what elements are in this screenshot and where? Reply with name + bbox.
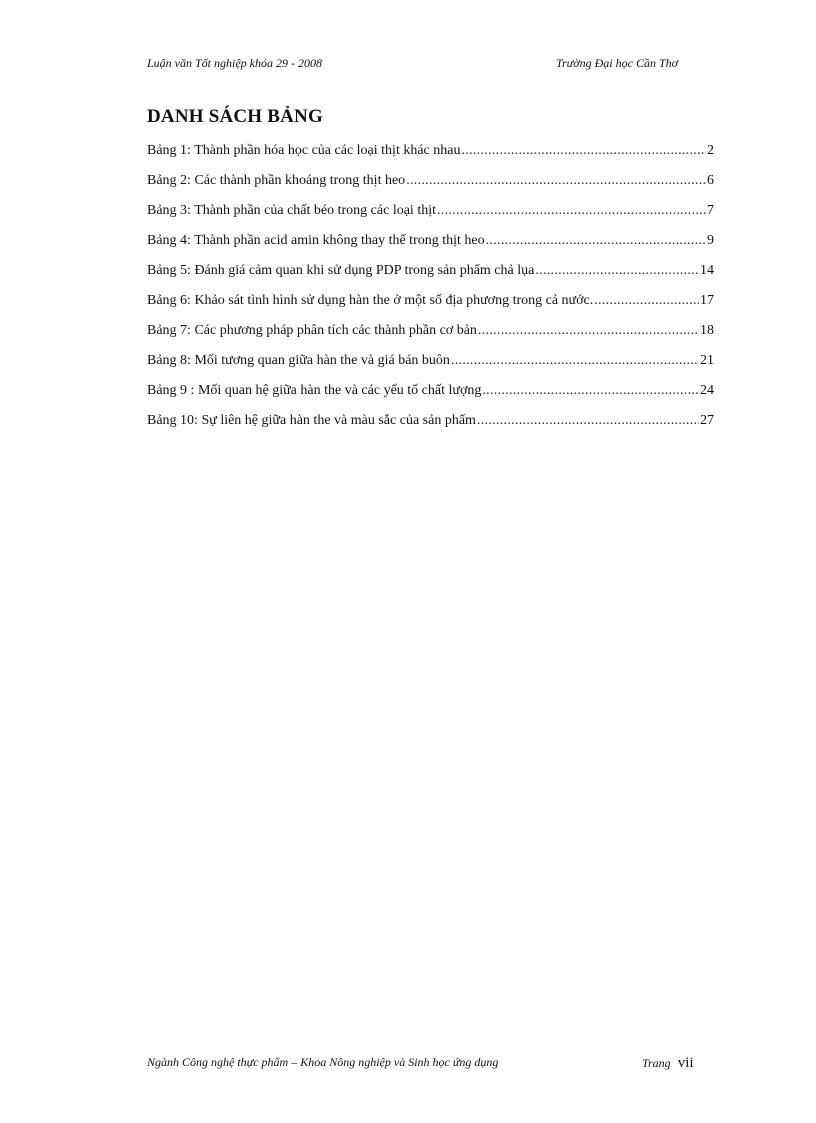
toc-entry[interactable] [147,383,714,413]
dot-leader [477,413,699,429]
toc-entry-label: Bảng 8: Mối tương quan giữa hàn the và giá bán buôn [147,353,450,368]
toc-entry[interactable] [147,413,714,443]
toc-entry-label: Bảng 7: Các phương pháp phân tích các thành phần cơ bản [147,323,477,338]
page-number-block [642,1055,694,1072]
toc-entry-label: Bảng 4: Thành phần acid amin không thay thế trong thịt heo [147,233,485,248]
toc-entry-page: 9 [707,233,714,248]
toc-entry[interactable] [147,263,714,293]
toc-entry-label: Bảng 1: Thành phần hóa học của các loại thịt khác nhau [147,143,461,158]
toc-entry-page: 6 [707,173,714,188]
toc-entry[interactable] [147,233,714,263]
toc-entry[interactable] [147,143,714,173]
page-number: vii [677,1055,694,1071]
dot-leader [451,353,699,369]
dot-leader [535,263,699,279]
toc-entry-page: 18 [700,323,714,338]
toc-entry-page: 7 [707,203,714,218]
toc-entry-page: 27 [700,413,714,428]
toc-entry-page: 2 [707,143,714,158]
dot-leader [406,173,706,189]
page-label: Trang [642,1056,671,1070]
dot-leader [461,143,706,159]
dot-leader [482,383,699,399]
page-title: DANH SÁCH BẢNG [147,106,323,127]
toc-entry-page: 14 [700,263,714,278]
toc-entry[interactable] [147,293,714,323]
toc-entry-label: Bảng 9 : Mối quan hệ giữa hàn the và các yếu tố chất lượng [147,383,482,398]
toc-entry-label: Bảng 2: Các thành phần khoáng trong thịt heo [147,173,406,188]
dot-leader [437,203,706,219]
toc-entry[interactable] [147,323,714,353]
running-header-right: Trường Đại học Cần Thơ [556,56,679,70]
table-list [147,143,714,443]
toc-entry[interactable] [147,353,714,383]
toc-entry-label: Bảng 10: Sự liên hệ giữa hàn the và màu sắc của sản phẩm [147,413,476,428]
toc-entry[interactable] [147,173,714,203]
dot-leader [478,323,699,339]
dot-leader [594,293,699,309]
toc-entry-label: Bảng 5: Đánh giá cảm quan khi sử dụng PDP trong sản phẩm chả lụa [147,263,535,278]
toc-entry[interactable] [147,203,714,233]
toc-entry-label: Bảng 6: Khảo sát tình hình sử dụng hàn the ở một số địa phương trong cả nước. [147,293,594,308]
toc-entry-page: 21 [700,353,714,368]
running-header-left: Luận văn Tốt nghiệp khóa 29 - 2008 [147,56,322,70]
toc-entry-page: 24 [700,383,714,398]
toc-entry-label: Bảng 3: Thành phần của chất béo trong các loại thịt [147,203,436,218]
toc-entry-page: 17 [700,293,714,308]
running-footer-left: Ngành Công nghệ thực phẩm – Khoa Nông nghiệp và Sinh học ứng dụng [147,1055,499,1069]
dot-leader [486,233,706,249]
